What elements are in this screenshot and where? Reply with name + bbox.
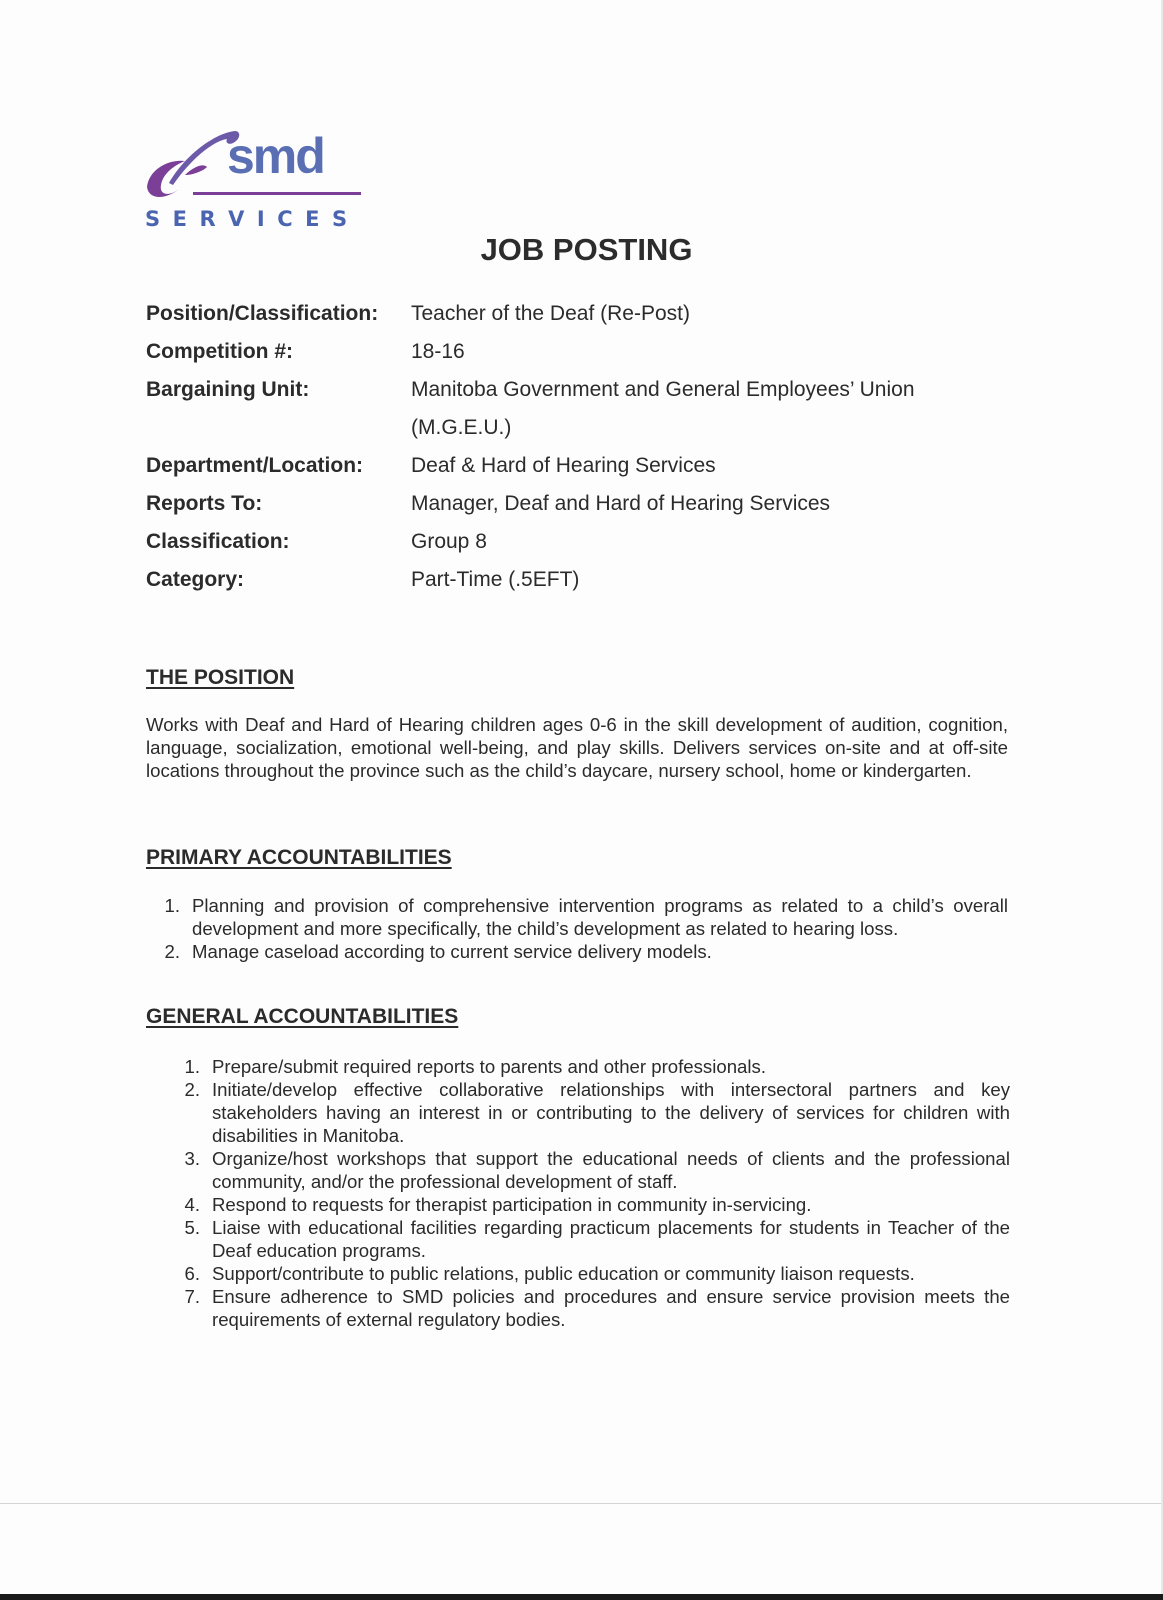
- info-label: Position/Classification:: [146, 302, 379, 325]
- list-item-text: Manage caseload according to current service delivery models.: [192, 941, 712, 962]
- info-row: [146, 333, 1026, 371]
- info-row: [146, 295, 1026, 333]
- list-item: [178, 1147, 1010, 1193]
- info-value: Deaf & Hard of Hearing Services: [411, 454, 716, 477]
- list-item: [178, 1285, 1010, 1331]
- list-item-text: Ensure adherence to SMD policies and procedures and ensure service provision meets the requirements of external regulatory bodies.: [212, 1286, 1010, 1330]
- general-accountabilities-heading: GENERAL ACCOUNTABILITIES: [146, 1005, 459, 1028]
- posting-details: [146, 295, 1026, 599]
- info-row: [146, 371, 1026, 409]
- list-item-text: Respond to requests for therapist participation in community in-servicing.: [212, 1194, 812, 1215]
- list-item-number: 6.: [184, 1263, 200, 1284]
- list-item-text: Prepare/submit required reports to parents and other professionals.: [212, 1056, 766, 1077]
- list-item-number: 5.: [184, 1217, 200, 1238]
- info-value: Manager, Deaf and Hard of Hearing Services: [411, 492, 831, 515]
- info-row: [146, 447, 1026, 485]
- info-value: 18-16: [411, 340, 465, 363]
- list-item: [178, 1193, 1010, 1216]
- list-item-number: 7.: [184, 1286, 200, 1307]
- list-item-number: 1.: [184, 1056, 200, 1077]
- list-item: [178, 1078, 1010, 1147]
- smd-services-logo: [145, 125, 375, 235]
- scan-edge-line: [0, 1503, 1163, 1504]
- list-item-text: Initiate/develop effective collaborative relationships with intersectoral partners and key stakeholders having an interest in or contributing to the delivery of services for children with disabilities in Manitoba.: [212, 1079, 1010, 1146]
- general-accountabilities-list: [178, 1055, 1010, 1331]
- list-item-number: 1.: [164, 895, 180, 916]
- logo-wordmark: smd: [227, 128, 324, 184]
- list-item-number: 3.: [184, 1148, 200, 1169]
- list-item-text: Organize/host workshops that support the educational needs of clients and the professional community, and/or the professional development of staff.: [212, 1148, 1010, 1192]
- info-value: Group 8: [411, 530, 487, 553]
- list-item: [178, 1216, 1010, 1262]
- position-heading: THE POSITION: [146, 666, 295, 689]
- info-label: Reports To:: [146, 492, 263, 515]
- list-item: [178, 1055, 1010, 1078]
- info-value: Manitoba Government and General Employees’ Union: [411, 378, 915, 401]
- list-item-number: 4.: [184, 1194, 200, 1215]
- info-row: [146, 485, 1026, 523]
- scan-bottom-border: [0, 1594, 1163, 1600]
- info-value: Teacher of the Deaf (Re-Post): [411, 302, 690, 325]
- info-value: Part-Time (.5EFT): [411, 568, 580, 591]
- position-description: Works with Deaf and Hard of Hearing children ages 0-6 in the skill development of audition, cognition, language, socialization, emotional well-being, and play skills. Delivers services on-site and at off-site locations throughout the province such as the child’s daycare, nursery school, home or kindergarten.: [146, 714, 1008, 781]
- list-item-text: Planning and provision of comprehensive intervention programs as related to a child’s overall development and more specifically, the child’s development as related to hearing loss.: [192, 895, 1008, 939]
- info-row: [146, 561, 1026, 599]
- info-value: (M.G.E.U.): [411, 416, 512, 439]
- info-label: [146, 409, 411, 447]
- info-label: Bargaining Unit:: [146, 378, 310, 401]
- primary-accountabilities-list: [158, 894, 1008, 963]
- info-row: [146, 409, 1026, 447]
- list-item: [178, 1262, 1010, 1285]
- page-title: JOB POSTING: [480, 232, 693, 267]
- list-item-number: 2.: [164, 941, 180, 962]
- list-item: [158, 894, 1008, 940]
- info-label: Category:: [146, 568, 245, 591]
- list-item-text: Support/contribute to public relations, public education or community liaison requests.: [212, 1263, 915, 1284]
- info-label: Competition #:: [146, 340, 293, 363]
- list-item-number: 2.: [184, 1079, 200, 1100]
- list-item: [158, 940, 1008, 963]
- info-label: Classification:: [146, 530, 290, 553]
- primary-accountabilities-heading: PRIMARY ACCOUNTABILITIES: [146, 846, 452, 869]
- info-row: [146, 523, 1026, 561]
- list-item-text: Liaise with educational facilities regarding practicum placements for students in Teacher of the Deaf education programs.: [212, 1217, 1010, 1261]
- logo-tagline: SERVICES: [145, 207, 360, 231]
- info-label: Department/Location:: [146, 454, 364, 477]
